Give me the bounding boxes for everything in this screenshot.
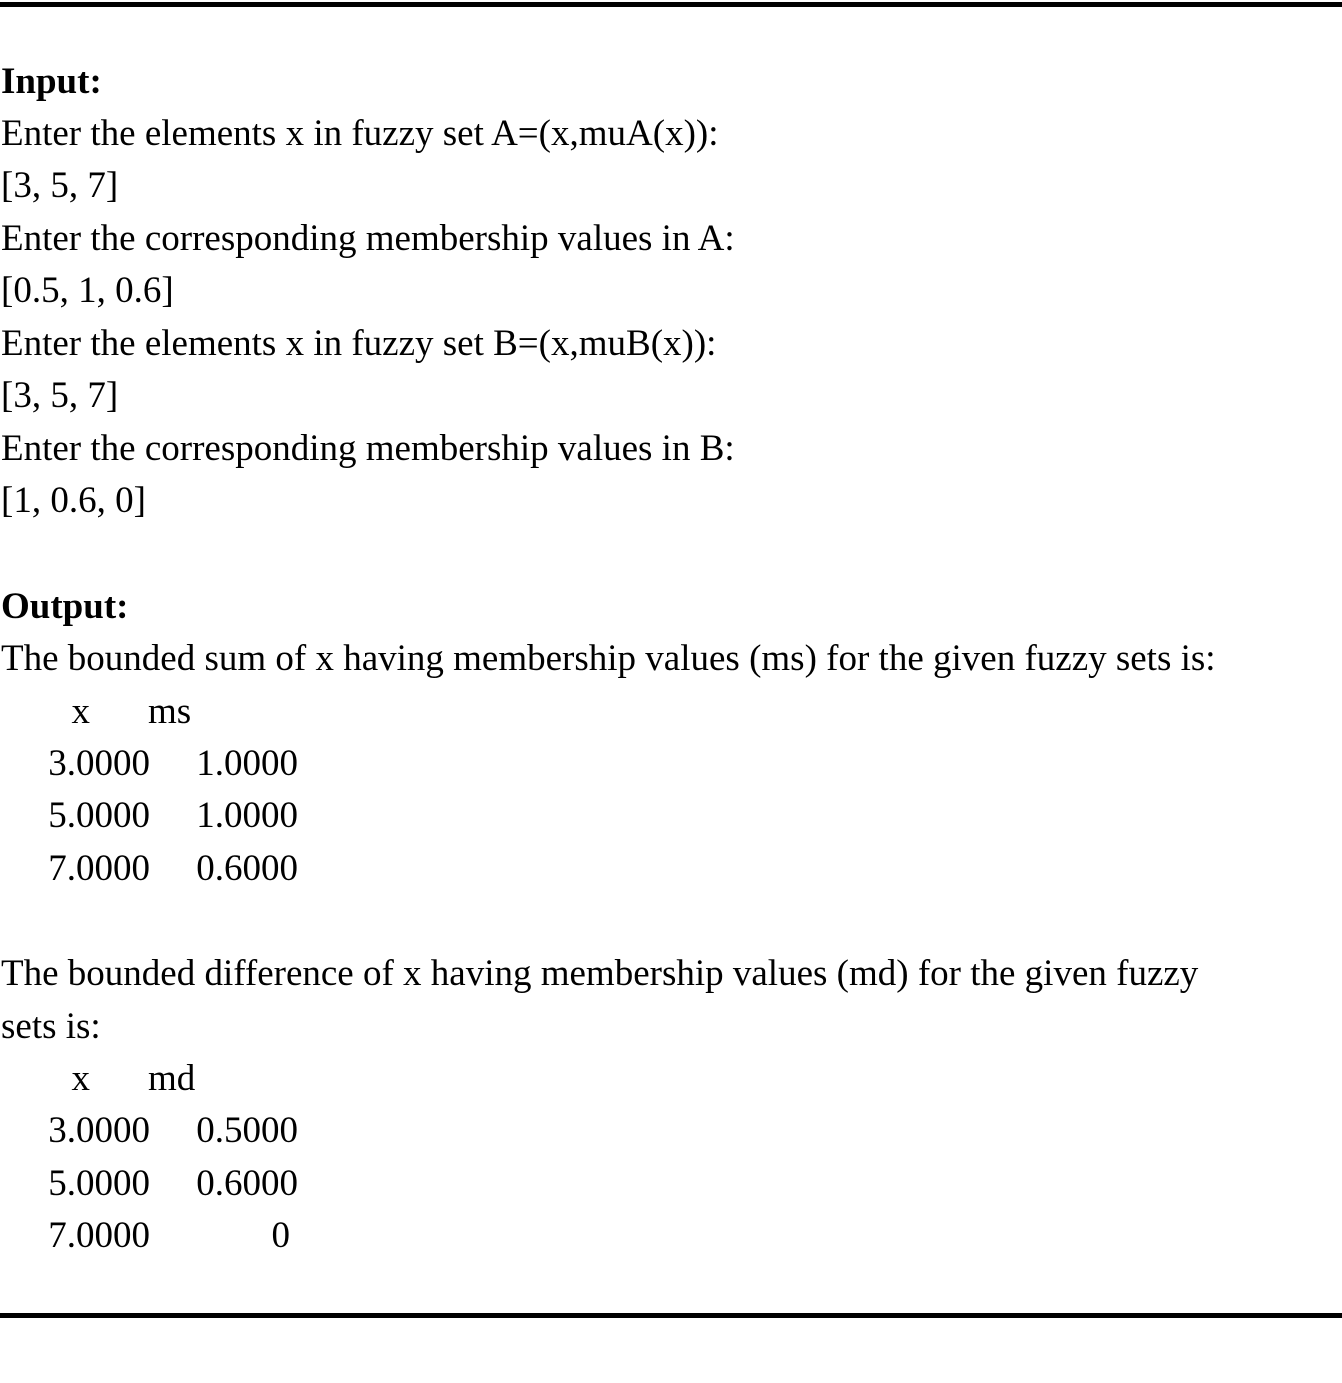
table-row	[0, 1110, 298, 1152]
cell-md: 0	[271, 1215, 290, 1256]
table-header	[0, 1058, 196, 1100]
cell-ms: 0.6000	[196, 848, 298, 889]
cell-x: 7.0000	[48, 1215, 150, 1256]
table-row	[0, 795, 298, 837]
cell-x: 5.0000	[48, 1163, 150, 1204]
top-rule	[0, 2, 1342, 7]
cell-x: 3.0000	[48, 743, 150, 784]
table-row	[0, 848, 298, 890]
table-row	[0, 1215, 290, 1257]
column-header-x: x	[71, 1058, 90, 1099]
bounded-difference-caption-continued: sets is:	[1, 1006, 101, 1047]
prompt-elements-a: Enter the elements x in fuzzy set A=(x,muA(x)):	[1, 113, 719, 154]
cell-md: 0.6000	[196, 1163, 298, 1204]
table-header	[0, 691, 192, 733]
value-elements-a: [3, 5, 7]	[1, 165, 119, 206]
prompt-membership-b: Enter the corresponding membership values in B:	[1, 428, 735, 469]
input-heading: Input:	[1, 61, 102, 102]
cell-x: 7.0000	[48, 848, 150, 889]
cell-ms: 1.0000	[196, 795, 298, 836]
bounded-sum-caption: The bounded sum of x having membership values (ms) for the given fuzzy sets is:	[1, 638, 1216, 679]
cell-md: 0.5000	[196, 1110, 298, 1151]
prompt-elements-b: Enter the elements x in fuzzy set B=(x,muB(x)):	[1, 323, 717, 364]
cell-x: 3.0000	[48, 1110, 150, 1151]
column-header-ms: ms	[148, 691, 192, 732]
column-header-md: md	[148, 1058, 196, 1099]
value-membership-a: [0.5, 1, 0.6]	[1, 270, 174, 311]
table-row	[0, 743, 298, 785]
column-header-x: x	[71, 691, 90, 732]
table-row	[0, 1163, 298, 1205]
value-membership-b: [1, 0.6, 0]	[1, 480, 146, 521]
bottom-rule	[0, 1313, 1342, 1318]
prompt-membership-a: Enter the corresponding membership values in A:	[1, 218, 735, 259]
bounded-difference-caption: The bounded difference of x having membership values (md) for the given fuzzy	[1, 953, 1199, 994]
value-elements-b: [3, 5, 7]	[1, 375, 119, 416]
output-heading: Output:	[1, 586, 129, 627]
cell-x: 5.0000	[48, 795, 150, 836]
cell-ms: 1.0000	[196, 743, 298, 784]
